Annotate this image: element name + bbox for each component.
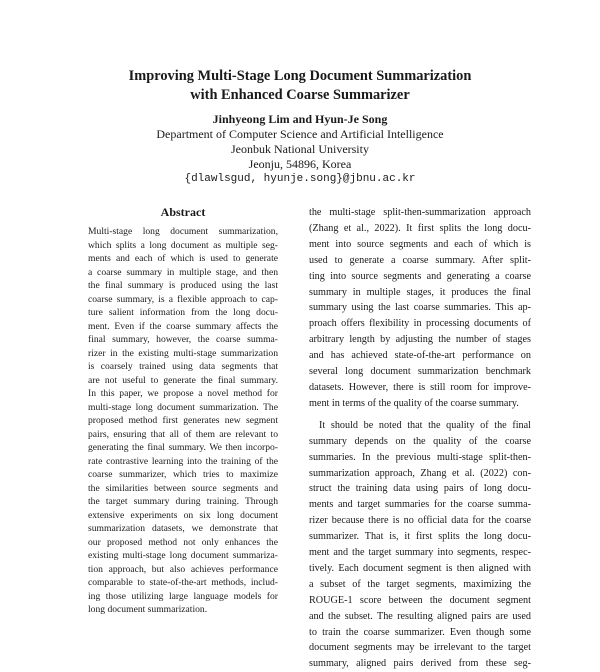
- text-line: pairs, ensuring that all of them are relevant to: [88, 428, 278, 440]
- text-line: multi-stage long document summarization. The: [88, 401, 278, 413]
- text-line: summaries. In the previous multi-stage split-then-: [309, 451, 531, 463]
- text-line: a coarse summary in multiple stage, and then: [88, 266, 278, 278]
- text-line: coarse summary, is a flexible approach to cap-: [88, 293, 278, 305]
- text-line: It should be noted that the quality of the final: [319, 419, 531, 431]
- text-line: and has achieved state-of-the-art performance on: [309, 350, 531, 362]
- text-line: tively. Each document segment is then aligned with: [309, 562, 531, 574]
- text-line: to train the coarse summarizer. Even though some: [309, 626, 531, 638]
- right-column-body: [309, 205, 531, 672]
- text-line: document segments may be irrelevant to the target: [309, 642, 531, 654]
- text-line: final summary, however, the coarse summa-: [88, 334, 278, 345]
- text-line: ing those utilizing large language models for: [88, 590, 278, 602]
- text-line: ROUGE-1 score between the document segment: [309, 594, 531, 606]
- author-email: {dlawlsgud, hyunje.song}@jbnu.ac.kr: [184, 173, 416, 185]
- title-line: with Enhanced Coarse Summarizer: [190, 87, 410, 103]
- text-line: our proposed method not only enhances the: [88, 536, 278, 548]
- text-line: summary depends on the quality of the coarse: [309, 435, 531, 447]
- affiliation-line: Department of Computer Science and Artificial Intelligence: [156, 127, 444, 141]
- text-line: datasets. However, there is still room for improve-: [309, 381, 531, 393]
- text-line: proach offers flexibility in processing documents of: [309, 318, 531, 330]
- text-line: ting into source segments and generating a coarse: [309, 270, 531, 282]
- text-line: the multi-stage split-then-summarization approach: [309, 207, 531, 218]
- text-line: summary, aligned pairs derived from these seg-: [309, 658, 531, 670]
- text-line: struct the training data using pairs of long docu-: [309, 483, 531, 495]
- text-line: ments and each of which is used to generate: [88, 253, 278, 264]
- text-line: ment into source segments and each of which is: [309, 238, 531, 250]
- abstract-heading: Abstract: [160, 205, 206, 219]
- text-line: the target summary during training. Through: [88, 496, 278, 507]
- title-line: Improving Multi-Stage Long Document Summarization: [128, 68, 472, 84]
- text-line: rate contrastive learning into the training of the: [88, 455, 278, 467]
- text-line: Multi-stage long document summarization,: [88, 226, 278, 237]
- text-line: In this paper, we propose a novel method for: [88, 388, 278, 399]
- affiliation-line: Jeonju, 54896, Korea: [248, 157, 352, 171]
- text-line: proposed method first generates new segment: [88, 415, 278, 426]
- author-block: [60, 112, 540, 187]
- text-line: the final summary is produced using the last: [88, 280, 278, 291]
- text-line: ment. Even if the coarse summary affects the: [88, 320, 278, 332]
- text-line: arbitrary length by adjusting the number of stages: [309, 334, 531, 346]
- text-line: summarization approach, Zhang et al. (2022) con-: [309, 467, 531, 479]
- text-line: long document summarization.: [88, 604, 208, 615]
- text-line: used to generate a coarse summary. After split-: [309, 254, 531, 266]
- text-line: coarse summarizer, which tries to maximize: [88, 469, 278, 480]
- text-line: ment in terms of the quality of the coarse summary.: [309, 397, 519, 409]
- text-line: are not useful to generate the final summary.: [88, 374, 278, 386]
- text-line: a subset of the target segments, maximizing the: [309, 578, 531, 590]
- affiliation-line: Jeonbuk National University: [231, 142, 369, 156]
- body-paragraph: [309, 205, 531, 412]
- text-line: extensive experiments on six long document: [88, 509, 278, 521]
- text-line: and the subset. The resulting aligned pairs are used: [309, 610, 531, 622]
- text-line: summarizer. That is, it first splits the long docu-: [309, 531, 531, 543]
- body-paragraph: [309, 418, 531, 672]
- text-line: which splits a long document as multiple seg-: [88, 239, 278, 251]
- text-line: tion approach, but also achieves performance: [88, 563, 278, 575]
- author-names: Jinhyeong Lim and Hyun-Je Song: [212, 112, 388, 126]
- text-line: the similarities between source segments and: [88, 482, 278, 494]
- text-line: ment and the target summary into segments, respec-: [309, 547, 531, 559]
- text-line: generating the final summary. We then incorpo-: [88, 442, 278, 453]
- text-line: rizer because there is no official data for the coarse: [309, 515, 531, 527]
- text-line: rizer in the existing multi-stage summarization: [88, 347, 278, 359]
- text-line: is coarsely trained using data segments that: [88, 361, 278, 372]
- text-line: summary using the last coarse summaries. This ap-: [309, 302, 531, 314]
- text-line: comparable to state-of-the-art methods, includ-: [88, 577, 278, 588]
- text-line: several long document summarization benchmark: [309, 366, 531, 378]
- text-line: summarization datasets, we demonstrate that: [88, 523, 278, 534]
- text-line: summary in multiple stages, it produces the final: [309, 286, 531, 298]
- text-line: ments and target summaries for the coarse summa-: [309, 499, 531, 511]
- text-line: ture salient information from the long docu-: [88, 307, 278, 318]
- text-line: existing multi-stage long document summariza-: [88, 550, 278, 561]
- abstract-body: [88, 225, 278, 617]
- text-line: (Zhang et al., 2022). It first splits the long docu-: [309, 222, 531, 234]
- paper-title: [60, 67, 540, 105]
